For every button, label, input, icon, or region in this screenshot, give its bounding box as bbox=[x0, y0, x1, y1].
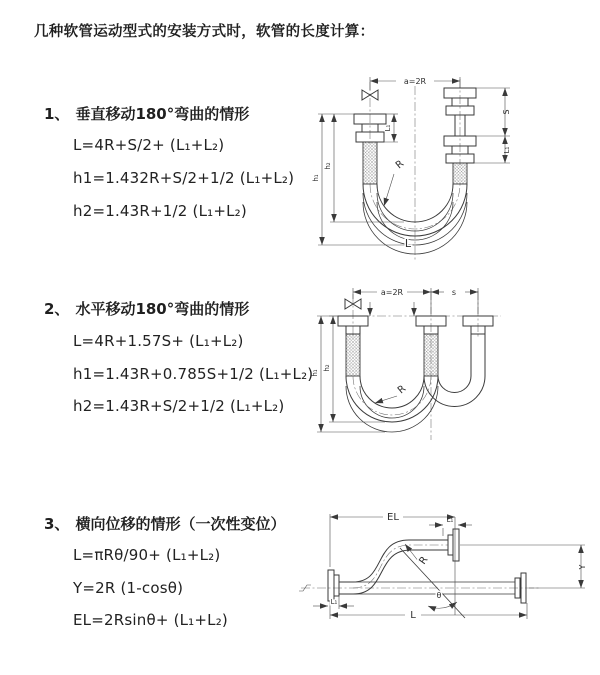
formula: L=4R+1.57S+ (L₁+L₂) bbox=[73, 332, 244, 350]
left-pipe bbox=[338, 316, 368, 376]
formula: h1=1.43R+0.785S+1/2 (L₁+L₂) bbox=[73, 365, 314, 383]
hose-u-bend bbox=[346, 376, 485, 432]
formula: h2=1.43R+S/2+1/2 (L₁+L₂) bbox=[73, 397, 285, 415]
dim-label-a2r: a=2R bbox=[380, 288, 404, 297]
angle-construction bbox=[400, 517, 465, 618]
braided-hose bbox=[453, 163, 467, 184]
radius-label: R bbox=[395, 383, 409, 397]
section-3-heading bbox=[44, 513, 285, 534]
dim-label-y: Y bbox=[578, 564, 587, 570]
s-curve-hose bbox=[353, 529, 459, 594]
dimensions bbox=[311, 288, 478, 432]
formula: L=4R+S/2+ (L₁+L₂) bbox=[73, 136, 225, 154]
dimensions bbox=[313, 512, 587, 621]
dim-label-l1-bottom: L₁ bbox=[330, 598, 338, 606]
left-flange bbox=[328, 570, 353, 601]
formula: h2=1.43R+1/2 (L₁+L₂) bbox=[73, 202, 247, 220]
dim-label-s: s bbox=[451, 288, 457, 297]
dim-label-l1-top: L₁ bbox=[446, 516, 454, 524]
dim-label-h2: h₂ bbox=[324, 162, 332, 170]
diagram-horizontal-180 bbox=[305, 278, 593, 460]
dim-label-h1: h₁ bbox=[312, 174, 320, 182]
diagram-vertical-180 bbox=[308, 66, 593, 270]
page-title: 几种软管运动型式的安装方式时，软管的长度计算： bbox=[34, 24, 375, 40]
radius-label: R bbox=[393, 158, 407, 172]
braided-hose bbox=[424, 334, 438, 376]
section-3-title: 横向位移的情形（一次性变位） bbox=[75, 515, 286, 533]
dim-label-el: EL bbox=[387, 512, 399, 523]
section-1-heading bbox=[44, 103, 249, 124]
braided-hose bbox=[363, 142, 377, 184]
braided-hose bbox=[346, 334, 360, 376]
dim-label-s: S bbox=[502, 109, 511, 115]
section-3-number: 3、 bbox=[44, 515, 70, 533]
section-1-number: 1、 bbox=[44, 105, 70, 123]
length-label: L bbox=[404, 237, 412, 250]
formula: h1=1.432R+S/2+1/2 (L₁+L₂) bbox=[73, 169, 295, 187]
dimensions bbox=[312, 77, 511, 250]
dim-label-a2r: a=2R bbox=[403, 77, 427, 86]
formula: L=πRθ/90+ (L₁+L₂) bbox=[73, 546, 221, 564]
formula: Y=2R (1-cosθ) bbox=[73, 579, 184, 597]
section-2-heading bbox=[44, 298, 249, 319]
dim-label-l1-left: L₁ bbox=[384, 124, 392, 132]
dim-label-h1: h₁ bbox=[311, 369, 319, 377]
angle-label: θ bbox=[436, 591, 442, 600]
diagram-lateral-displacement bbox=[293, 503, 596, 648]
section-2-title: 水平移动180°弯曲的情形 bbox=[75, 300, 250, 318]
centerlines bbox=[301, 545, 541, 588]
length-label: L bbox=[410, 610, 416, 621]
radius-label: R bbox=[417, 554, 431, 567]
dim-label-l1-right: L₁ bbox=[503, 146, 511, 154]
dim-label-h2: h₂ bbox=[323, 364, 331, 372]
left-pipe bbox=[354, 114, 386, 184]
section-1-title: 垂直移动180°弯曲的情形 bbox=[75, 105, 250, 123]
formula: EL=2Rsinθ+ (L₁+L₂) bbox=[73, 611, 228, 629]
section-2-number: 2、 bbox=[44, 300, 70, 318]
